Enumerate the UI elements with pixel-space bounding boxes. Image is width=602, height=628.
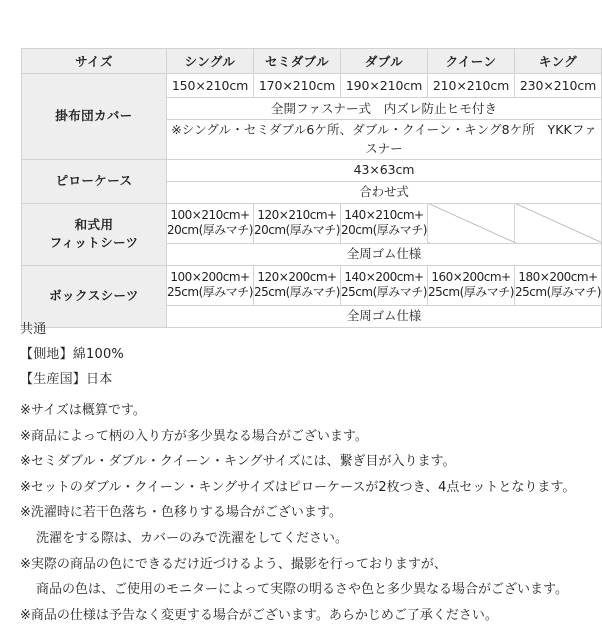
column-header-queen: クイーン (428, 49, 515, 74)
common-material: 【側地】綿100% (20, 346, 124, 362)
duvet-cover-feature-note-line2: ※シングル・セミダブル6ケ所、ダブル・クイーン・キング8ケ所 YKKファスナー (167, 120, 602, 160)
note-line-6: 洗濯をする際は、カバーのみで洗濯をしてください。 (36, 531, 349, 547)
duvet-cover-semi-double-size: 170×210cm (254, 74, 341, 98)
box-sheet-king-size: 180×200cm+ 25cm(厚みマチ) (515, 265, 602, 305)
duvet-cover-double-size: 190×210cm (341, 74, 428, 98)
row-label-duvet-cover: 掛布団カバー (22, 74, 167, 160)
specification-table (21, 48, 602, 328)
box-sheet-double-size: 140×200cm+ 25cm(厚みマチ) (341, 265, 428, 305)
row-label-japanese-fitted-sheet (22, 203, 167, 265)
japanese-fitted-sheet-queen-unavailable (428, 203, 515, 243)
box-sheet-semi-double-size: 120×200cm+ 25cm(厚みマチ) (254, 265, 341, 305)
table-row-pillowcase-size (22, 159, 602, 181)
box-sheet-single-size: 100×200cm+ 25cm(厚みマチ) (167, 265, 254, 305)
common-heading: 共通 (20, 322, 47, 337)
common-origin: 【生産国】日本 (20, 371, 113, 387)
row-label-japanese-fitted-sheet-line1: 和式用 (74, 217, 114, 233)
common-material-block (20, 318, 124, 393)
column-header-semi-double: セミダブル (254, 49, 341, 74)
pillowcase-feature-note: 合わせ式 (167, 181, 602, 203)
duvet-cover-feature-note-line1: 全開ファスナー式 内ズレ防止ヒモ付き (167, 98, 602, 120)
note-line-3: ※セミダブル・ダブル・クイーン・キングサイズには、繋ぎ目が入ります。 (20, 454, 456, 470)
note-line-5: ※洗濯時に若干色落ち・色移りする場合がございます。 (20, 505, 342, 521)
table-row-box-sheet-sizes (22, 265, 602, 305)
table-row-japanese-fitted-sheet-sizes (22, 203, 602, 243)
note-line-1: ※サイズは概算です。 (20, 403, 146, 418)
note-line-2: ※商品によって柄の入り方が多少異なる場合がございます。 (20, 428, 368, 444)
notes-block (20, 398, 575, 628)
japanese-fitted-sheet-double-size: 140×210cm+ 20cm(厚みマチ) (341, 203, 428, 243)
row-label-japanese-fitted-sheet-line2: フィットシーツ (49, 235, 139, 251)
table-row-duvet-cover-sizes (22, 74, 602, 98)
box-sheet-feature-note: 全周ゴム仕様 (167, 305, 602, 327)
column-header-king: キング (515, 49, 602, 74)
note-line-9: ※商品の仕様は予告なく変更する場合がございます。あらかじめご了承ください。 (20, 607, 498, 623)
box-sheet-queen-size: 160×200cm+ 25cm(厚みマチ) (428, 265, 515, 305)
japanese-fitted-sheet-semi-double-size: 120×210cm+ 20cm(厚みマチ) (254, 203, 341, 243)
duvet-cover-queen-size: 210×210cm (428, 74, 515, 98)
table-header-row (22, 49, 602, 74)
duvet-cover-king-size: 230×210cm (515, 74, 602, 98)
row-label-box-sheet: ボックスシーツ (22, 265, 167, 327)
column-header-single: シングル (167, 49, 254, 74)
japanese-fitted-sheet-feature-note: 全周ゴム仕様 (167, 243, 602, 265)
pillowcase-size: 43×63cm (167, 159, 602, 181)
note-line-4: ※セットのダブル・クイーン・キングサイズはピローケースが2枚つき、4点セットとなります。 (20, 479, 576, 495)
column-header-double: ダブル (341, 49, 428, 74)
specification-table-container (21, 48, 601, 328)
duvet-cover-single-size: 150×210cm (167, 74, 254, 98)
note-line-8: 商品の色は、ご使用のモニターによって実際の明るさや色と多少異なる場合がございます。 (36, 582, 568, 598)
note-line-7: ※実際の商品の色にできるだけ近づけるよう、撮影を行っておりますが、 (20, 556, 447, 572)
row-label-pillowcase: ピローケース (22, 159, 167, 203)
japanese-fitted-sheet-king-unavailable (515, 203, 602, 243)
column-header-size: サイズ (22, 49, 167, 74)
japanese-fitted-sheet-single-size: 100×210cm+ 20cm(厚みマチ) (167, 203, 254, 243)
